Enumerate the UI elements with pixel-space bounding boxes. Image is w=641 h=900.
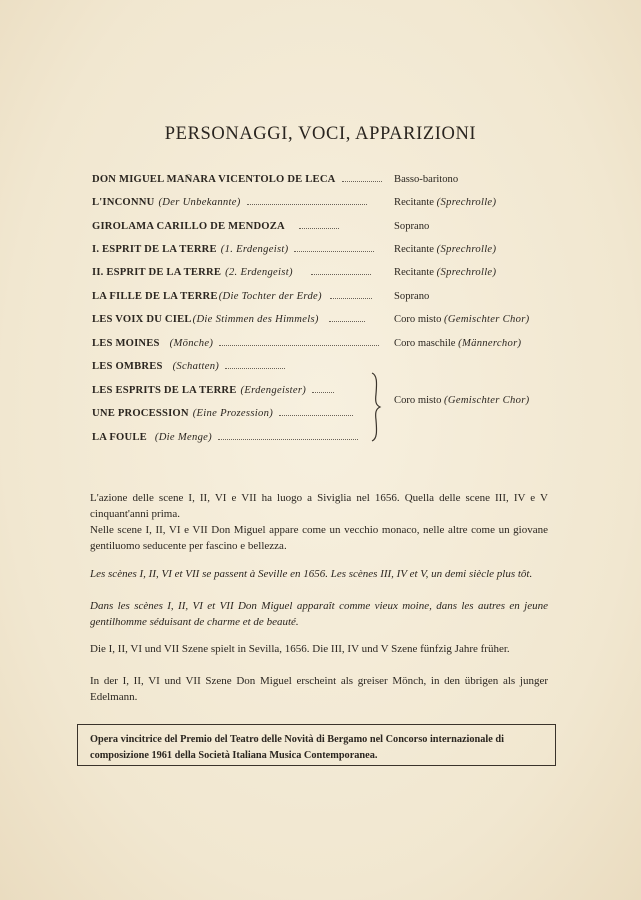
leader-dots — [329, 321, 365, 322]
note-german-1: Die I, II, VI und VII Szene spielt in Sevilla, 1656. Die III, IV und V Szene fünfzig Jahre früher. — [90, 643, 510, 655]
role-row — [92, 267, 392, 285]
brace-bracket — [368, 372, 384, 442]
leader-dots — [225, 368, 285, 369]
group-voice-label: Coro misto (Gemischter Chor) — [394, 395, 530, 406]
voice-label: Basso-baritono — [394, 174, 459, 185]
note-german-2: In der I, II, VI und VII Szene Don Miguel erscheint als greiser Mönch, in den übrigen als junger Edelmann. — [90, 675, 548, 703]
role-name: LES OMBRES — [92, 361, 163, 372]
role-row — [92, 361, 392, 379]
role-row — [92, 408, 392, 426]
role-name: LES ESPRITS DE LA TERRE — [92, 385, 237, 396]
role-german: (Mönche) — [169, 338, 214, 349]
leader-dots — [219, 345, 379, 346]
role-german: (Schatten) — [172, 361, 220, 372]
role-german: (Eine Prozession) — [192, 408, 274, 419]
leader-dots — [247, 204, 367, 205]
role-german: (Die Menge) — [154, 432, 212, 443]
role-german: (Die Tochter der Erde) — [218, 291, 322, 302]
leader-dots — [311, 274, 371, 275]
voice-label: Recitante (Sprechrolle) — [394, 267, 497, 278]
note-italian-1: L'azione delle scene I, II, VI e VII ha luogo a Siviglia nel 1656. Quella delle scene III, IV e V cinquant'anni prima. — [90, 492, 548, 520]
voice-label: Soprano — [394, 291, 430, 302]
leader-dots — [279, 415, 353, 416]
role-german: (Die Stimmen des Himmels) — [192, 314, 319, 325]
role-name: LES MOINES — [92, 338, 160, 349]
leader-dots — [294, 251, 374, 252]
role-row — [92, 385, 392, 403]
voice-label: Recitante (Sprechrolle) — [394, 197, 497, 208]
role-name: UNE PROCESSION — [92, 408, 189, 419]
note-french-2: Dans les scènes I, II, VI et VII Don Miguel apparaît comme vieux moine, dans les autres en jeune gentilhomme séduisant de charme et de beauté. — [90, 600, 548, 628]
role-german: (2. Erdengeist) — [225, 267, 293, 278]
voice-label: Soprano — [394, 221, 430, 232]
leader-dots — [299, 228, 339, 229]
role-row — [92, 221, 392, 239]
role-name: DON MIGUEL MAÑARA VICENTOLO DE LECA — [92, 174, 336, 185]
role-german: (Der Unbekannte) — [158, 197, 241, 208]
role-german: (Erdengeister) — [240, 385, 307, 396]
voice-label: Coro misto (Gemischter Chor) — [394, 314, 530, 325]
role-german: (1. Erdengeist) — [220, 244, 289, 255]
role-row — [92, 197, 392, 215]
role-name: GIROLAMA CARILLO DE MENDOZA — [92, 221, 285, 232]
role-row — [92, 244, 392, 262]
role-row — [92, 432, 392, 450]
role-row — [92, 314, 392, 332]
note-italian-2: Nelle scene I, II, VI e VII Don Miguel appare come un vecchio monaco, nelle altre come un giovane gentiluomo seducente per fascino e bellezza. — [90, 524, 548, 552]
leader-dots — [342, 181, 382, 182]
voice-label: Recitante (Sprechrolle) — [394, 244, 497, 255]
role-name: I. ESPRIT DE LA TERRE — [92, 244, 217, 255]
leader-dots — [330, 298, 372, 299]
page-title: PERSONAGGI, VOCI, APPARIZIONI — [164, 124, 477, 144]
role-row — [92, 338, 392, 356]
role-name: LA FILLE DE LA TERRE — [92, 291, 218, 302]
note-french-1: Les scènes I, II, VI et VII se passent à Seville en 1656. Les scènes III, IV et V, un demi siècle plus tôt. — [90, 568, 533, 580]
role-name: LA FOULE — [92, 432, 147, 443]
leader-dots — [312, 392, 334, 393]
role-row — [92, 174, 392, 192]
role-name: LES VOIX DU CIEL — [92, 314, 192, 325]
leader-dots — [218, 439, 358, 440]
role-row — [92, 291, 392, 309]
voice-label: Coro maschile (Männerchor) — [394, 338, 522, 349]
role-name: L'INCONNU — [92, 197, 155, 208]
role-name: II. ESPRIT DE LA TERRE — [92, 267, 222, 278]
award-notice: Opera vincitrice del Premio del Teatro delle Novità di Bergamo nel Concorso internazionale di composizione 1961 della Società Italiana Musica Contemporanea. — [77, 724, 556, 766]
